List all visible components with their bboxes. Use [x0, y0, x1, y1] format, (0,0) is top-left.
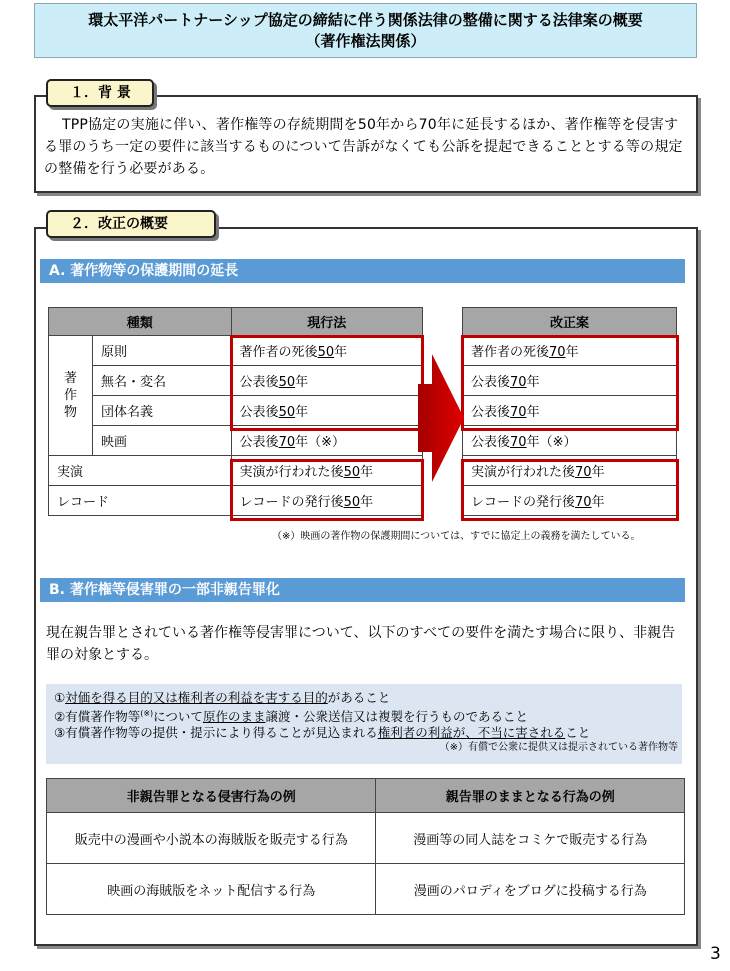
current-cell: レコードの発行後50年 — [231, 486, 422, 516]
kind-cell: 団体名義 — [92, 396, 231, 426]
example-cell: 映画の海賊版をネット配信する行為 — [47, 864, 376, 915]
requirement-3: ③有償著作物等の提供・提示により得ることが見込まれる権利者の利益が、不当に害されること — [54, 725, 591, 741]
header-revised: 改正案 — [463, 308, 677, 336]
current-cell: 公表後50年 — [231, 396, 422, 426]
kind-cell: レコード — [49, 486, 232, 516]
examples-header-complaint: 親告罪のままとなる行為の例 — [376, 779, 685, 813]
part-b-intro: 現在親告罪とされている著作権等侵害罪について、以下のすべての要件を満たす場合に限り、非親告罪の対象とする。 — [46, 625, 676, 663]
example-cell: 漫画等の同人誌をコミケで販売する行為 — [376, 813, 685, 864]
current-cell: 公表後70年（※） — [231, 426, 422, 456]
section-2-tag: ２．改正の概要 — [46, 210, 216, 238]
part-a-heading: A. 著作物等の保護期間の延長 — [40, 259, 685, 283]
title-line-2: （著作権法関係） — [305, 32, 426, 50]
kind-cell: 実演 — [49, 456, 232, 486]
current-law-table — [48, 307, 423, 516]
header-kind: 種類 — [49, 308, 232, 336]
revised-cell: 公表後70年 — [463, 396, 677, 426]
kind-cell: 映画 — [92, 426, 231, 456]
arrow-right-icon — [418, 354, 464, 482]
example-cell: 漫画のパロディをブログに投稿する行為 — [376, 864, 685, 915]
revised-cell: レコードの発行後70年 — [463, 486, 677, 516]
page-number: 3 — [710, 944, 721, 964]
section-1-tag: １．背 景 — [46, 79, 154, 107]
header-current: 現行法 — [231, 308, 422, 336]
kind-cell: 無名・変名 — [92, 366, 231, 396]
current-cell: 公表後50年 — [231, 366, 422, 396]
revised-law-table — [462, 307, 677, 516]
current-cell: 実演が行われた後50年 — [231, 456, 422, 486]
part-b-heading: B. 著作権等侵害罪の一部非親告罪化 — [40, 578, 685, 602]
examples-table — [46, 778, 685, 915]
background-text: TPP協定の実施に伴い、著作権等の存続期間を50年から70年に延長するほか、著作権等を侵害する罪のうち一定の要件に該当するものについて告訴がなくても公訴を提起できることとする等の規定の整備を行う必要がある。 — [44, 117, 683, 177]
requirement-note: （※）有償で公衆に提供又は提示されている著作物等 — [439, 742, 678, 754]
requirements-box — [46, 684, 682, 764]
current-cell: 著作者の死後50年 — [231, 336, 422, 366]
work-group-label: 著 作 物 — [49, 336, 93, 456]
kind-cell: 原則 — [92, 336, 231, 366]
examples-header-non-complaint: 非親告罪となる侵害行為の例 — [47, 779, 376, 813]
title-line-1: 環太平洋パートナーシップ協定の締結に伴う関係法律の整備に関する法律案の概要 — [88, 11, 643, 29]
revised-cell: 著作者の死後70年 — [463, 336, 677, 366]
revised-cell: 実演が行われた後70年 — [463, 456, 677, 486]
document-title — [34, 3, 697, 58]
revised-cell: 公表後70年 — [463, 366, 677, 396]
part-a-note: （※）映画の著作物の保護期間については、すでに協定上の義務を満たしている。 — [272, 531, 641, 542]
revised-cell: 公表後70年（※） — [463, 426, 677, 456]
requirement-1: ①対価を得る目的又は権利者の利益を害する目的があること — [54, 690, 391, 705]
example-cell: 販売中の漫画や小説本の海賊版を販売する行為 — [47, 813, 376, 864]
requirement-2: ②有償著作物等(※)について原作のまま譲渡・公衆送信又は複製を行うものであること — [54, 709, 528, 725]
